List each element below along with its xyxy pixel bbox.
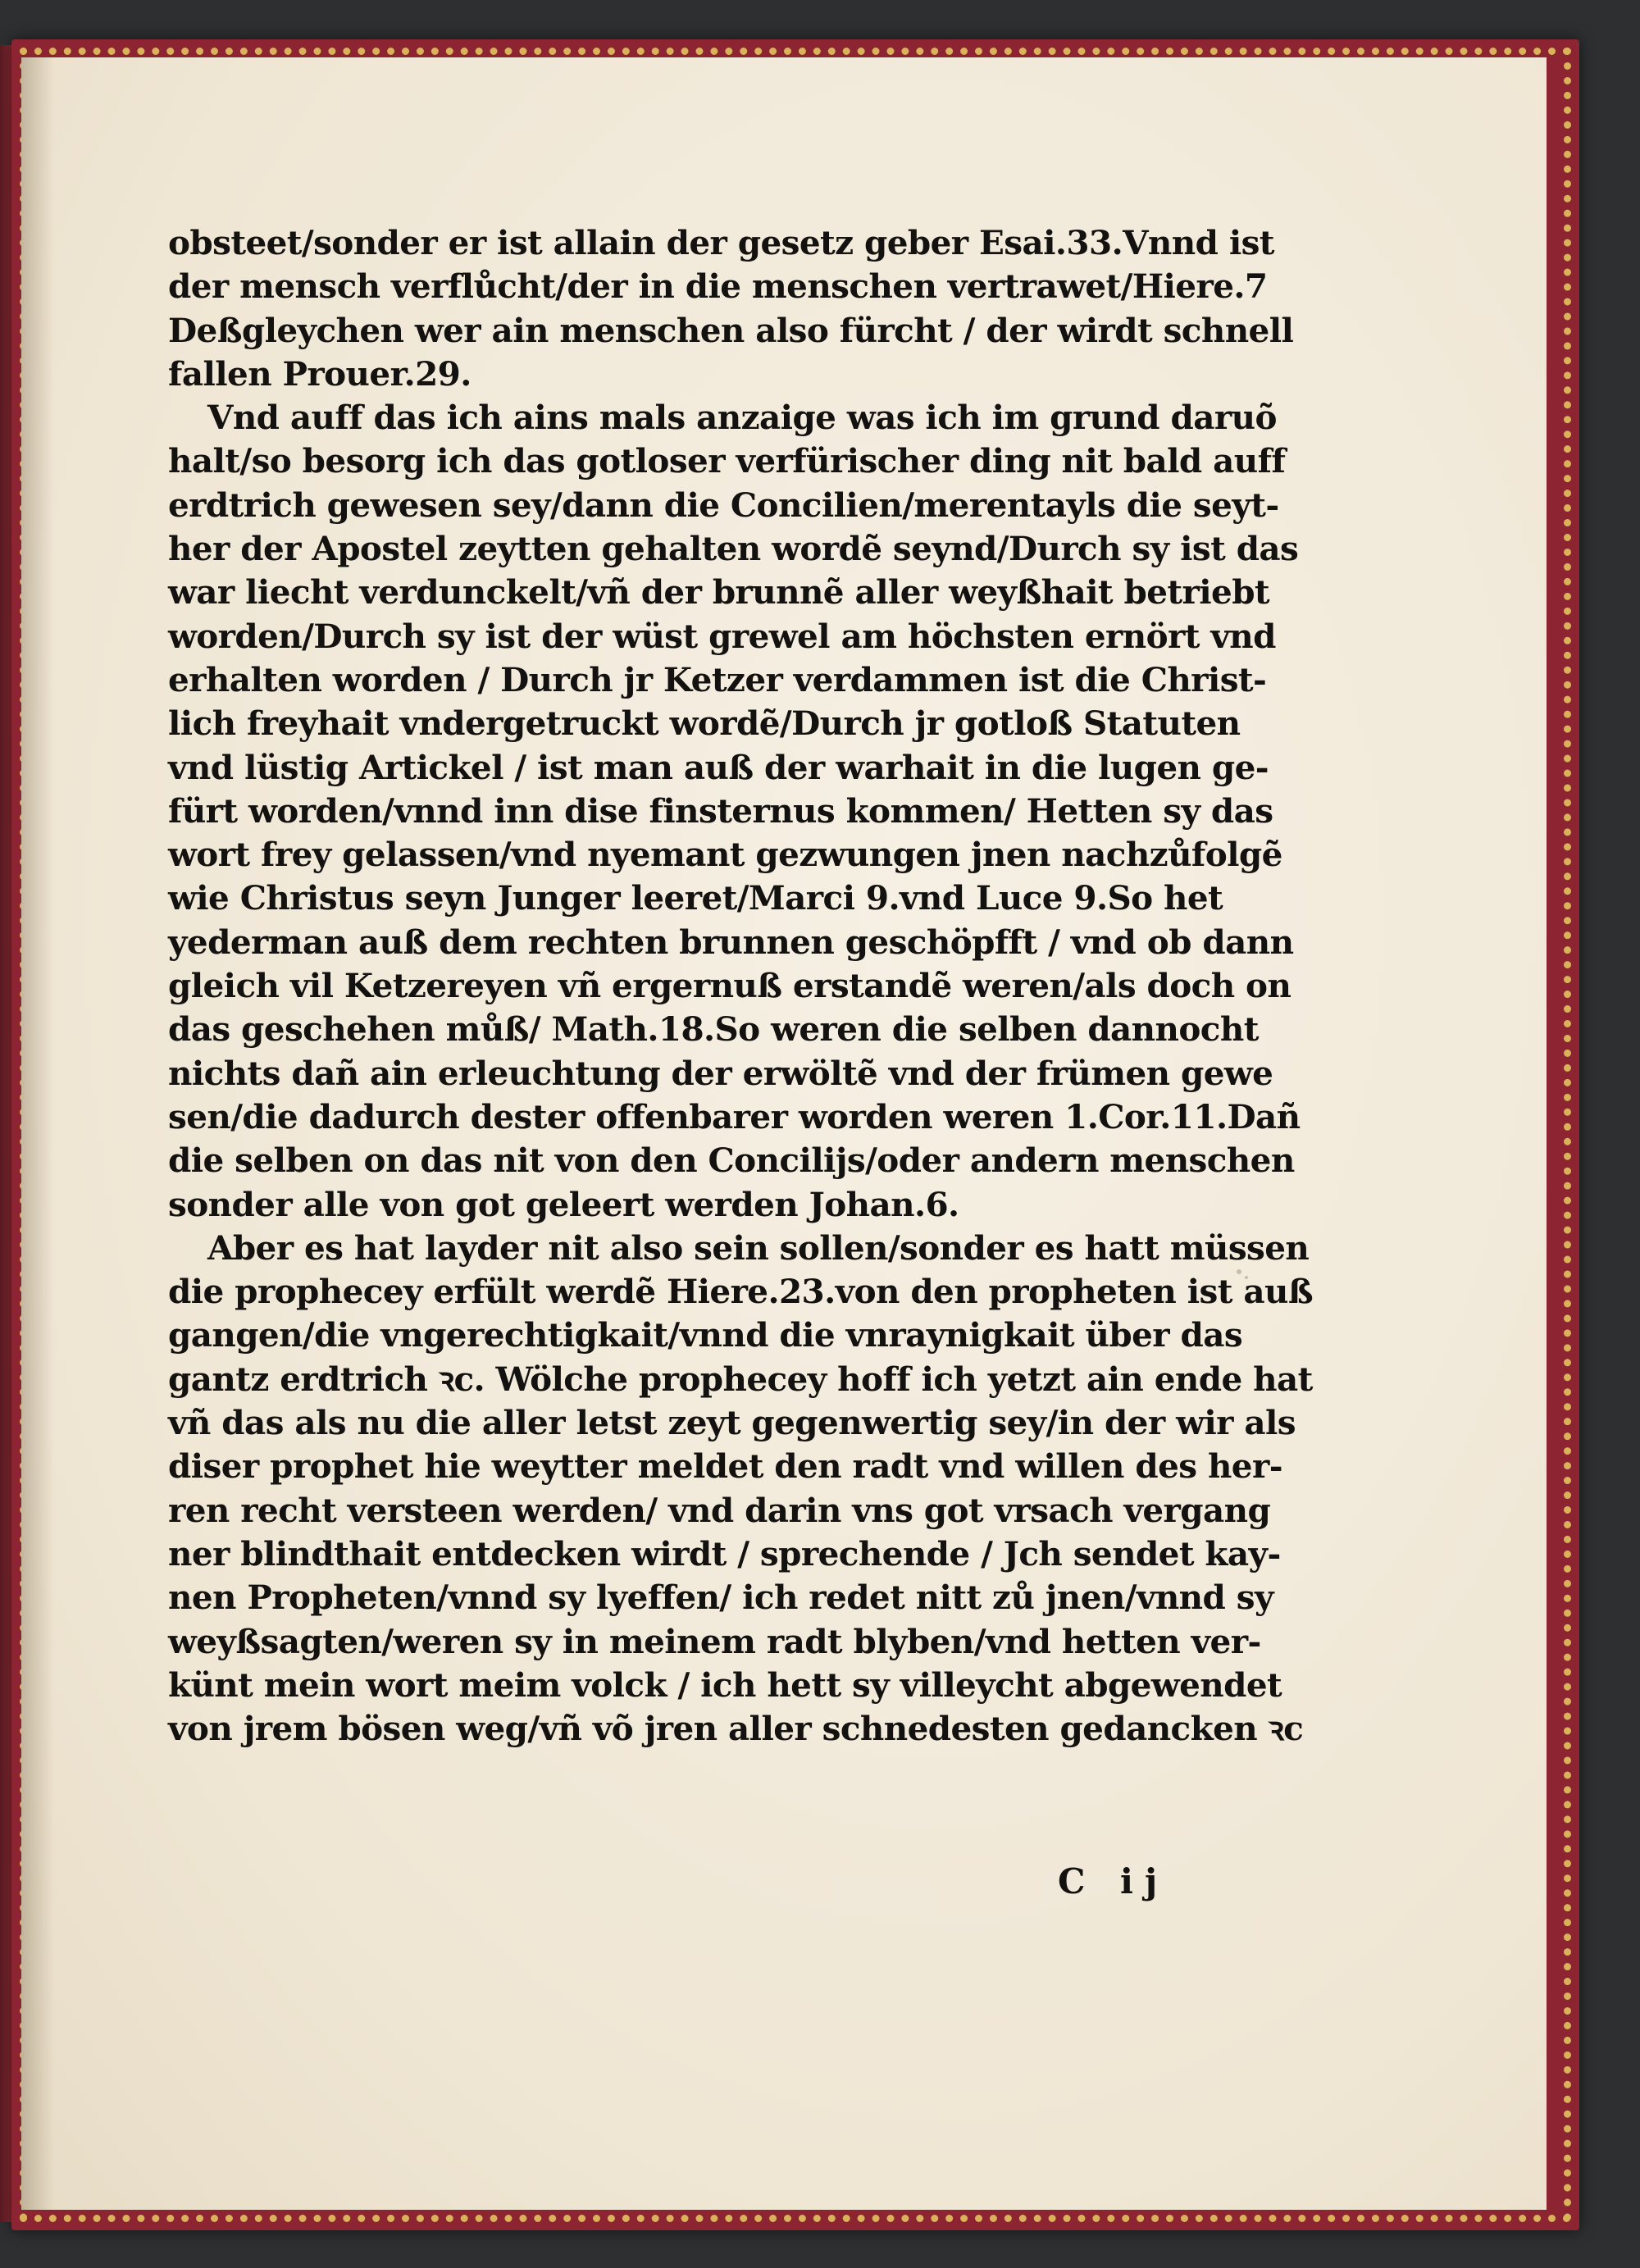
text-line: der mensch verflůcht/der in die menschen vertrawet/Hiere.7: [168, 266, 1268, 307]
text-line: wie Christus seyn Junger leeret/Marci 9.vnd Luce 9.So het: [168, 878, 1223, 918]
text-line: die prophecey erfült werdẽ Hiere.23.von den propheten ist auß: [168, 1272, 1314, 1312]
text-line: gleich vil Ketzereyen vñ ergernuß erstandẽ weren/als doch on: [168, 966, 1292, 1006]
text-line: erhalten worden / Durch jr Ketzer verdammen ist die Christ-: [168, 659, 1267, 699]
text-line: künt mein wort meim volck / ich hett sy villeycht abgewendet: [168, 1665, 1282, 1705]
text-line: Aber es hat layder nit also sein sollen/sonder es hatt müssen: [207, 1227, 1310, 1268]
text-line: obsteet/sonder er ist allain der gesetz geber Esai.33.Vnnd ist: [168, 223, 1274, 262]
gutter-shadow: [21, 57, 54, 2210]
text-line: fürt worden/vnnd inn dise finsternus kommen/ Hetten sy das: [168, 790, 1273, 831]
text-line: Vnd auff das ich ains mals anzaige was ich im grund daruõ: [207, 398, 1277, 438]
text-line: von jrem bösen weg/vñ võ jren aller schnedesten gedancken ꝛc: [168, 1709, 1304, 1749]
text-line: vñ das als nu die aller letst zeyt gegenwertig sey/in der wir als: [168, 1403, 1296, 1443]
text-line: nichts dañ ain erleuchtung der erwöltẽ vnd der frümen gewe: [168, 1053, 1273, 1093]
signature-mark: C ij: [1058, 1861, 1169, 1901]
text-line: ner blindthait entdecken wirdt / sprechende / Jch sendet kay-: [168, 1533, 1281, 1573]
text-line: das geschehen můß/ Math.18.So weren die selben dannocht: [168, 1009, 1259, 1050]
text-line: sen/die dadurch dester offenbarer worden weren 1.Cor.11.Dañ: [168, 1096, 1301, 1136]
text-line: worden/Durch sy ist der wüst grewel am höchsten ernört vnd: [168, 616, 1276, 656]
text-line: diser prophet hie weytter meldet den radt vnd willen des her-: [168, 1446, 1282, 1487]
text-line: ren recht versteen werden/ vnd darin vns got vrsach vergang: [168, 1490, 1271, 1530]
text-line: yederman auß dem rechten brunnen geschöpfft / vnd ob dann: [168, 922, 1294, 962]
text-line: lich freyhait vndergetruckt wordẽ/Durch jr gotloß Statuten: [168, 704, 1241, 744]
text-line: weyßsagten/weren sy in meinem radt blyben/vnd hetten ver-: [168, 1621, 1261, 1661]
text-line: vnd lüstig Artickel / ist man auß der warhait in die lugen ge-: [168, 747, 1269, 787]
text-line: erdtrich gewesen sey/dann die Concilien/merentayls die seyt-: [168, 485, 1279, 525]
text-line: gantz erdtrich ꝛc. Wölche prophecey hoff ich yetzt ain ende hat: [168, 1359, 1313, 1399]
text-line: her der Apostel zeytten gehalten wordẽ seynd/Durch sy ist das: [168, 529, 1299, 569]
text-line: nen Propheten/vnnd sy lyeffen/ ich redet nitt zů jnen/vnnd sy: [168, 1578, 1273, 1618]
page-text: [168, 221, 1314, 1751]
text-line: war liecht verdunckelt/vñ der brunnẽ aller weyßhait betriebt: [168, 572, 1270, 613]
text-line: wort frey gelassen/vnd nyemant gezwungen jnen nachzůfolgẽ: [168, 835, 1282, 875]
text-line: Deßgleychen wer ain menschen also fürcht / der wirdt schnell: [168, 310, 1294, 350]
text-line: die selben on das nit von den Concilijs/oder andern menschen: [168, 1141, 1295, 1181]
text-line: fallen Prouer.29.: [168, 353, 472, 394]
text-line: gangen/die vngerechtigkait/vnnd die vnraynigkait über das: [168, 1315, 1243, 1355]
text-line: sonder alle von got geleert werden Johan.6.: [168, 1184, 959, 1224]
text-line: halt/so besorg ich das gotloser verfürischer ding nit bald auff: [168, 441, 1286, 481]
